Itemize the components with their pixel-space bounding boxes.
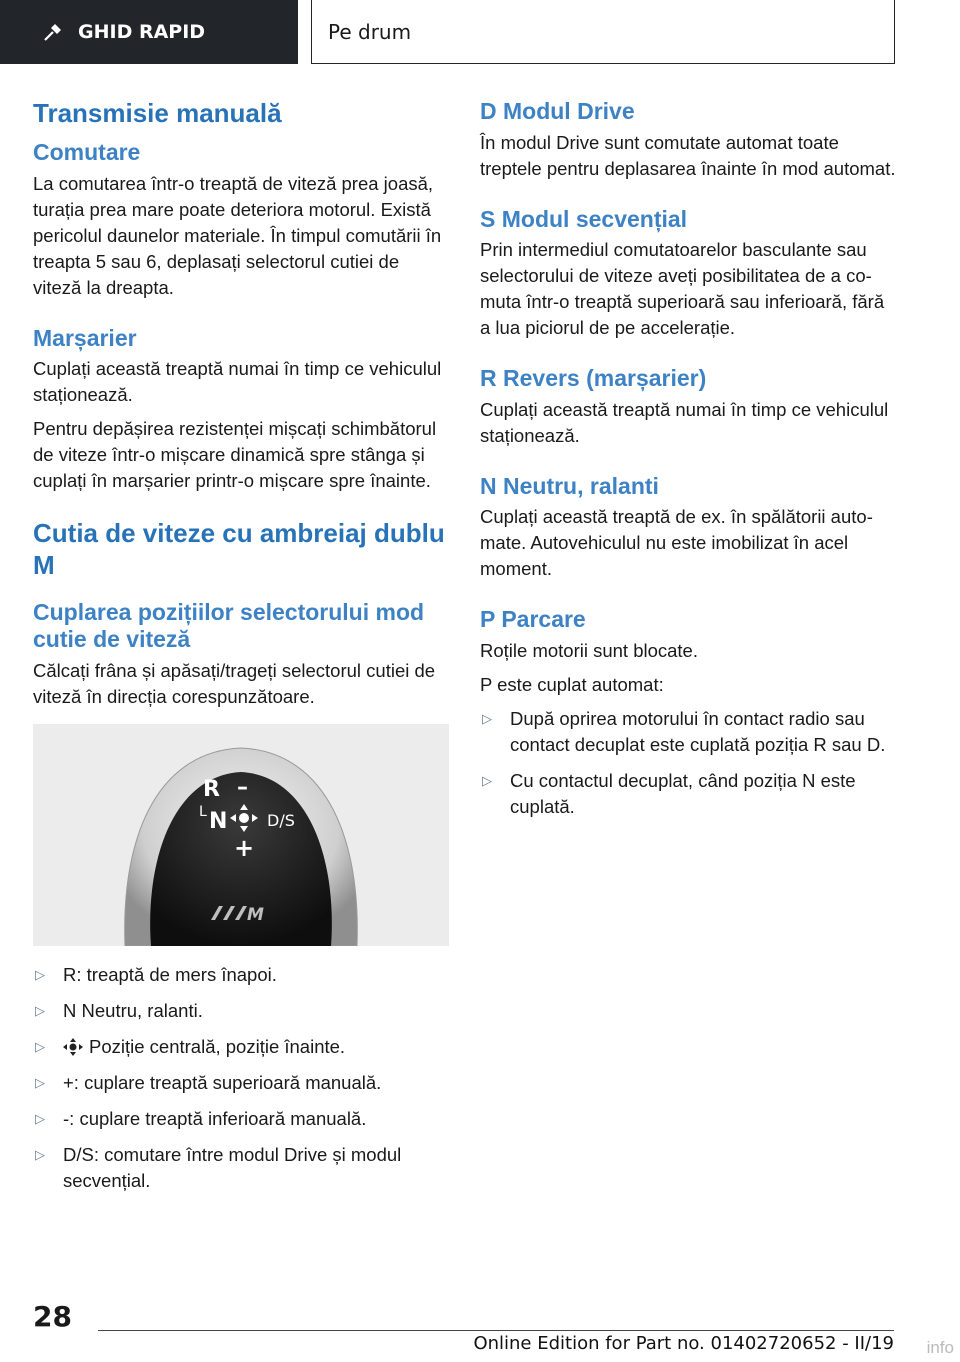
heading-drive-mode: D Modul Drive (480, 98, 635, 124)
center-position-icon (63, 1038, 83, 1056)
triangle-bullet-icon: ▷ (35, 1002, 45, 1018)
paragraph-sequential-mode: Prin intermediul comutatoarelor basculante sau selectorului de viteze aveți posibilitatea de a comuta într-o treaptă superioară sau inferioară, fără a lua piciorul de pe accelerație. (480, 239, 885, 339)
page-number: 28 (33, 1300, 72, 1333)
label-r: R (203, 776, 220, 802)
list-item: ▷ +: cuplare treaptă superioară manuală. (33, 1070, 449, 1096)
heading-neutral: N Neutru, ralanti (480, 472, 659, 499)
list-item: ▷ N Neutru, ralanti. (33, 998, 449, 1024)
paragraph-reverse-1: Cuplați această treaptă numai în timp ce vehiculul staționează. (33, 358, 442, 406)
left-column (33, 98, 449, 1204)
heading-manual-transmission: Transmisie manuală (33, 98, 282, 128)
label-plus: + (234, 833, 255, 862)
triangle-bullet-icon: ▷ (35, 1110, 45, 1126)
list-item: ▷ Cu contactul decuplat, când poziția N este cuplată. (482, 769, 856, 817)
paragraph-reverse-gear: Cuplați această treaptă numai în timp ce vehiculul staționează. (480, 398, 889, 446)
watermark: info (926, 1338, 954, 1357)
triangle-bullet-icon: ▷ (35, 1074, 45, 1090)
heading-park: P Parcare (480, 606, 586, 633)
label-ds: D/S (267, 810, 295, 830)
paragraph-drive-mode: În modul Drive sunt comutate automat toate treptele pentru deplasarea înainte în mod automat. (480, 131, 896, 179)
triangle-bullet-icon: ▷ (482, 710, 492, 726)
list-item: ▷ După oprirea motorului în contact radio sau contact decuplat este cuplată poziția R sau D. (482, 707, 886, 755)
paragraph-shifting: La comutarea într-o treaptă de viteză prea joasă, turația prea mare poate deteriora motorul. Există pericolul daunelor materiale. În timpul comutării în treapta 5 sau 6, deplasați selectorul cutiei de viteză la dreapta. (33, 172, 442, 298)
heading-reverse-gear: R Revers (marșarier) (480, 365, 707, 392)
park-bullet-list (480, 706, 896, 820)
gear-selector-image (33, 724, 449, 946)
svg-text:M: M (247, 904, 264, 925)
triangle-bullet-icon: ▷ (35, 1146, 45, 1162)
chapter-tab[interactable] (0, 0, 298, 64)
list-item: ▷ D/S: comutare între modul Drive și modul secvențial. (35, 1143, 402, 1191)
list-item: ▷ R: treaptă de mers înapoi. (33, 962, 449, 988)
pin-icon (42, 21, 64, 43)
edition-note: Online Edition for Part no. 01402720652 - II/19 (473, 1333, 894, 1354)
paragraph-park-2: P este cuplat automat: (480, 673, 664, 695)
triangle-bullet-icon: ▷ (35, 966, 45, 982)
label-n: N (209, 808, 228, 834)
chapter-title: GHID RAPID (78, 21, 206, 43)
paragraph-neutral: Cuplați această treaptă de ex. în spălătorii automate. Autovehiculul nu este imobilizat în acel moment. (480, 506, 873, 580)
label-minus: – (237, 774, 248, 800)
paragraph-reverse-2: Pentru depășirea rezistenței mișcați schimbătorul de viteze într-o mișcare dinamică spre stânga și cuplați în marșarier printr-o mișcare spre înainte. (33, 418, 437, 492)
heading-reverse: Marșarier (33, 324, 137, 351)
selector-bullet-list (33, 962, 449, 1194)
paragraph-selector: Călcați frâna și apăsați/trageți selectorul cutiei de viteză în direcția corespunzătoare. (33, 659, 436, 707)
heading-dual-clutch: Cutia de viteze cu ambreiaj dublu M (33, 518, 445, 580)
triangle-bullet-icon: ▷ (482, 772, 492, 788)
section-title: Pe drum (311, 0, 895, 64)
list-item: ▷ Poziție centrală, poziție înainte. (33, 1034, 449, 1060)
footer-divider (98, 1330, 894, 1331)
heading-selector-positions: Cuplarea pozițiilor selectorului mod cutie de viteză (33, 598, 425, 653)
triangle-bullet-icon: ▷ (35, 1038, 45, 1054)
heading-shifting: Comutare (33, 139, 141, 166)
heading-sequential-mode: S Modul secvențial (480, 205, 688, 232)
right-column (480, 98, 896, 830)
label-l: L (199, 803, 207, 820)
list-item: ▷ -: cuplare treaptă inferioară manuală. (33, 1106, 449, 1132)
paragraph-park-1: Roțile motorii sunt blocate. (480, 639, 698, 661)
